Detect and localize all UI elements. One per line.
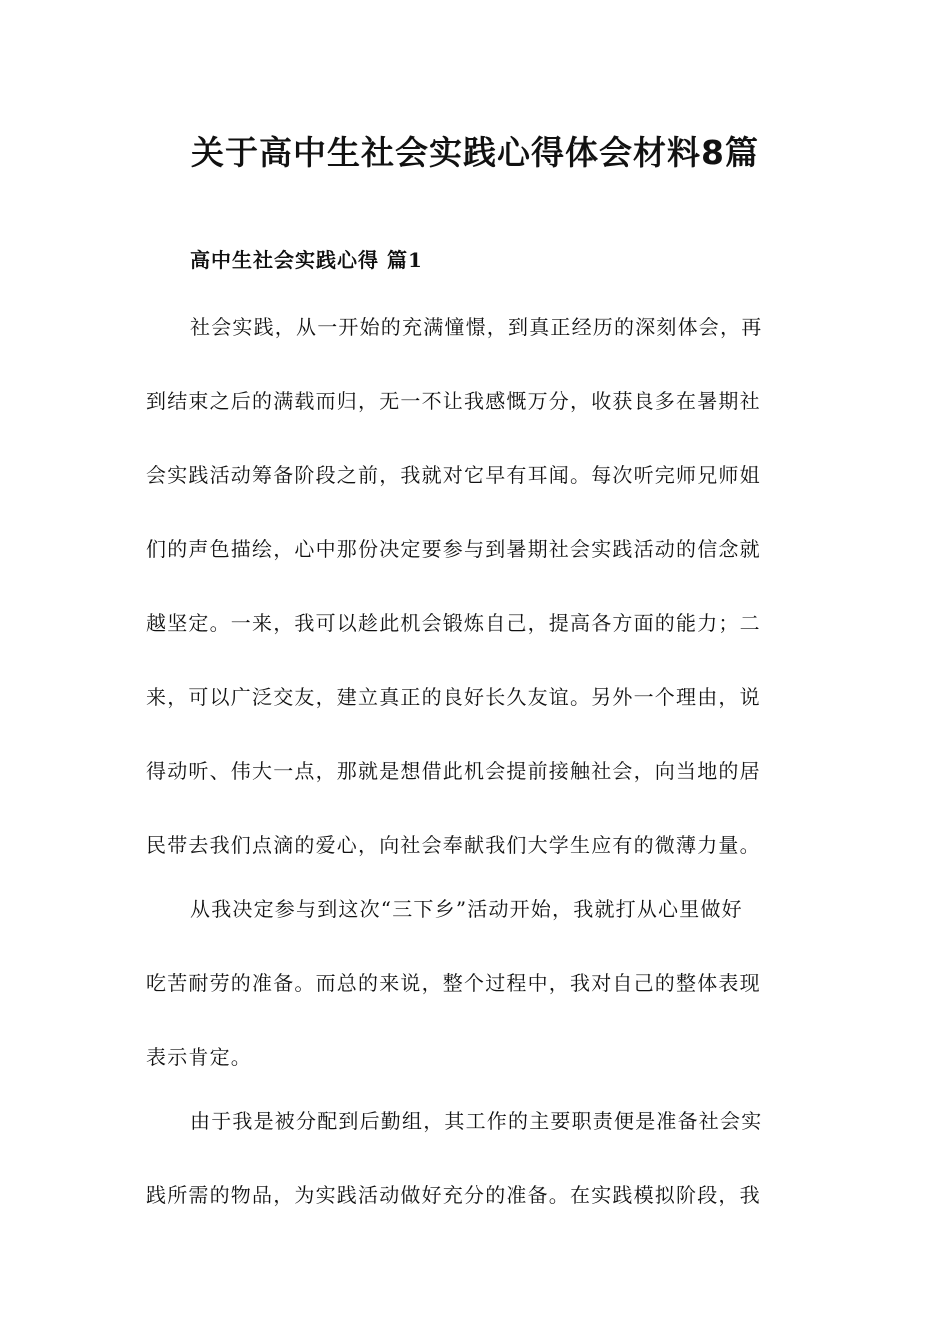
paragraph-1-line-3: 会实践活动筹备阶段之前，我就对它早有耳闻。每次听完师兄师姐: [146, 463, 761, 487]
section-heading: 高中生社会实践心得 篇1: [190, 248, 423, 272]
paragraph-1-line-5: 越坚定。一来，我可以趁此机会锻炼自己，提高各方面的能力；二: [146, 611, 761, 635]
paragraph-1-line-1: 社会实践，从一开始的充满憧憬，到真正经历的深刻体会，再: [190, 315, 763, 339]
paragraph-1-line-7: 得动听、伟大一点，那就是想借此机会提前接触社会，向当地的居: [146, 759, 761, 783]
paragraph-2-line-1: 从我决定参与到这次“三下乡”活动开始，我就打从心里做好: [190, 897, 743, 921]
paragraph-2-line-3: 表示肯定。: [146, 1045, 252, 1069]
paragraph-1-line-2: 到结束之后的满载而归，无一不让我感慨万分，收获良多在暑期社: [146, 389, 761, 413]
paragraph-3-line-2: 践所需的物品，为实践活动做好充分的准备。在实践模拟阶段，我: [146, 1183, 761, 1207]
paragraph-1-line-4: 们的声色描绘，心中那份决定要参与到暑期社会实践活动的信念就: [146, 537, 761, 561]
document-title: 关于高中生社会实践心得体会材料8篇: [191, 133, 759, 172]
paragraph-3-line-1: 由于我是被分配到后勤组，其工作的主要职责便是准备社会实: [190, 1109, 763, 1133]
paragraph-1-line-6: 来，可以广泛交友，建立真正的良好长久友谊。另外一个理由，说: [146, 685, 761, 709]
paragraph-1-line-8: 民带去我们点滴的爱心，向社会奉献我们大学生应有的微薄力量。: [146, 833, 761, 857]
paragraph-2-line-2: 吃苦耐劳的准备。而总的来说，整个过程中，我对自己的整体表现: [146, 971, 761, 995]
